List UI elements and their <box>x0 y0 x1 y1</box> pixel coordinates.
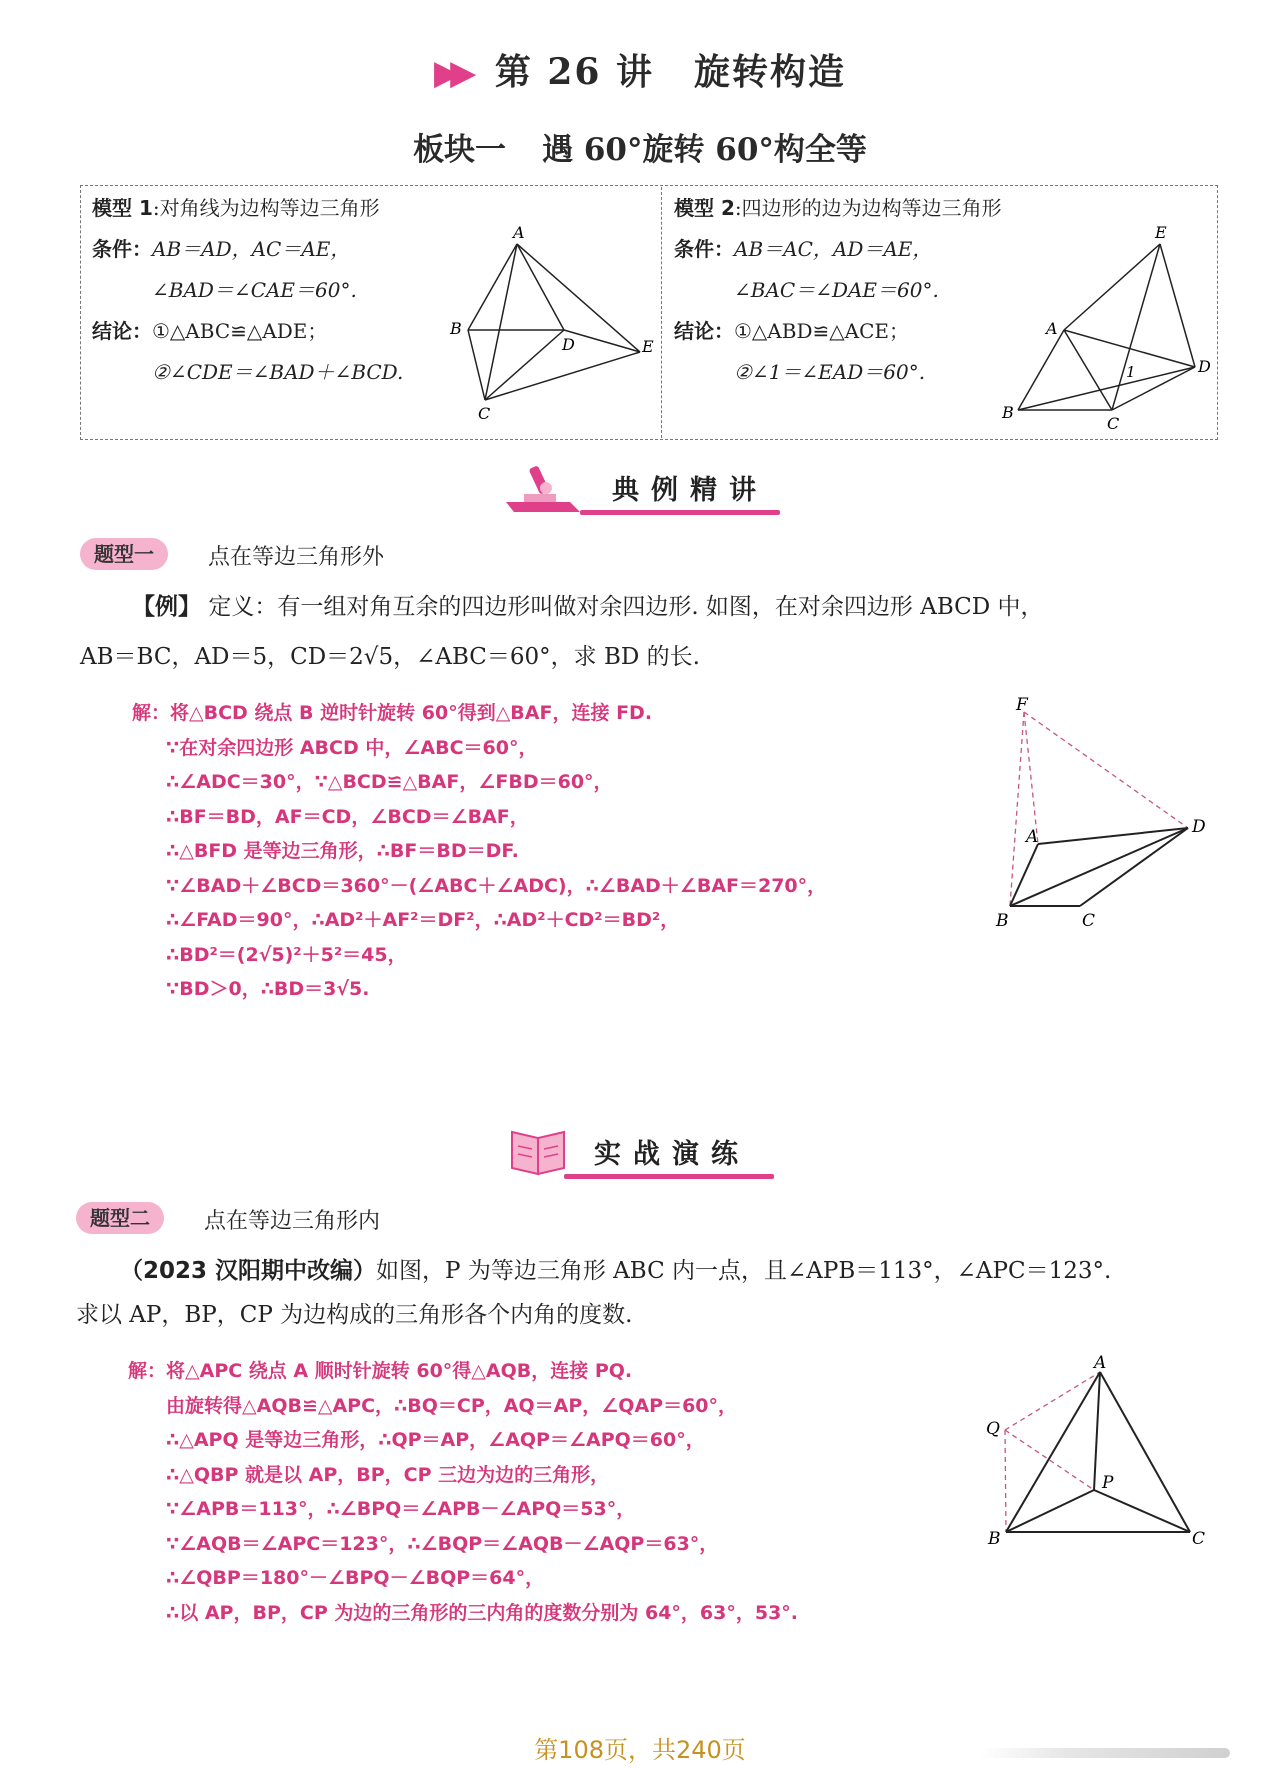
practice-line-2: 求以 AP，BP，CP 为边构成的三角形各个内角的度数. <box>76 1302 633 1328</box>
model-1-condition-1: 条件：AB＝AD，AC＝AE， <box>92 237 351 261</box>
solution-line: ∵∠AQB＝∠APC＝123°，∴∠BQP＝∠AQB－∠AQP＝63°， <box>166 1532 719 1555</box>
solution-line: ∴∠FAD＝90°，∴AD²＋AF²＝DF²，∴AD²＋CD²＝BD²， <box>166 909 680 931</box>
example-line-1 <box>80 582 1044 632</box>
lecture-number: 第 26 讲 <box>494 51 654 93</box>
solution-line: ∵BD＞0，∴BD＝3√5. <box>166 978 370 1000</box>
fig2-label-b: B <box>1002 403 1014 422</box>
solution-line: ∴△APQ 是等边三角形，∴QP＝AP，∠AQP＝∠APQ＝60°， <box>166 1429 705 1451</box>
solution-line: ∴BF＝BD，AF＝CD，∠BCD＝∠BAF， <box>166 805 529 828</box>
solution-line: ∵∠BAD＋∠BCD＝360°－(∠ABC＋∠ADC)，∴∠BAD＋∠BAF＝270°， <box>166 874 827 897</box>
solution-line: ∴△BFD 是等边三角形，∴BF＝BD＝DF. <box>166 840 519 862</box>
microscope-icon <box>500 458 582 516</box>
fig4-label-p: P <box>1102 1473 1114 1493</box>
fig1-label-c: C <box>478 404 491 422</box>
fig1-label-b: B <box>450 319 462 338</box>
fig2-label-a: A <box>1046 319 1058 338</box>
example-text-1: 定义：有一组对角互余的四边形叫做对余四边形. 如图，在对余四边形 ABCD 中， <box>208 594 1044 620</box>
fig2-label-d: D <box>1198 357 1211 376</box>
solution-line: 解：将△APC 绕点 A 顺时针旋转 60°得△AQB，连接 PQ. <box>128 1360 633 1382</box>
type-1-title: 点在等边三角形外 <box>208 545 385 570</box>
solution-line: ∴∠QBP＝180°－∠BPQ－∠BQP＝64°， <box>166 1567 545 1589</box>
lecture-title <box>0 44 1280 95</box>
fig3-label-a: A <box>1026 827 1039 847</box>
type-1-badge: 题型一 <box>80 538 168 570</box>
section-label: 板块一 <box>413 132 507 168</box>
solution-line: ∴∠ADC＝30°，∵△BCD≌△BAF，∠FBD＝60°， <box>166 771 613 793</box>
type-2-title: 点在等边三角形内 <box>204 1209 381 1234</box>
solution-line: 解：将△BCD 绕点 B 逆时针旋转 60°得到△BAF，连接 FD. <box>132 702 653 724</box>
model-1-condition-2: ∠BAD＝∠CAE＝60°. <box>152 278 357 302</box>
fig1-label-d: D <box>562 335 575 354</box>
banner-practice-underline <box>564 1174 774 1179</box>
banner-examples-text: 典例精讲 <box>612 475 768 506</box>
section-title <box>0 124 1280 169</box>
model-2-desc: 四边形的边为边构等边三角形 <box>741 196 1002 220</box>
lecture-topic: 旋转构造 <box>694 51 847 93</box>
model-2-conclusion-1: 结论：①△ABD≌△ACE； <box>674 319 909 343</box>
solution-line: ∵∠APB＝113°，∴∠BPQ＝∠APB－∠APQ＝53°， <box>166 1498 636 1520</box>
fig3-label-d: D <box>1192 817 1206 837</box>
practice-source: （2023 汉阳期中改编） <box>120 1258 377 1284</box>
model-1-conclusion-2: ②∠CDE＝∠BAD＋∠BCD. <box>152 360 404 384</box>
model-1-heading: 模型 1:对角线为边构等边三角形 <box>92 196 380 220</box>
model-1-desc: 对角线为边构等边三角形 <box>159 196 380 220</box>
type-2-badge: 题型二 <box>76 1202 164 1234</box>
model-2-heading: 模型 2:四边形的边为边构等边三角形 <box>674 196 1002 220</box>
fig3-label-f: F <box>1016 696 1028 715</box>
practice-text-1: 如图，P 为等边三角形 ABC 内一点，且∠APB＝113°，∠APC＝123°. <box>376 1258 1112 1284</box>
banner-practice-text: 实战演练 <box>594 1139 750 1170</box>
fig4-label-a: A <box>1094 1354 1107 1373</box>
fig4-label-c: C <box>1192 1529 1206 1549</box>
example-tag: 【例】 <box>132 594 201 620</box>
banner-practice <box>508 1118 798 1182</box>
fig4-label-q: Q <box>986 1419 1000 1439</box>
fig2-label-c: C <box>1107 414 1120 432</box>
book-icon <box>508 1118 570 1180</box>
fig2-label-e: E <box>1155 223 1167 242</box>
model-2-condition-1: 条件：AB＝AC，AD＝AE， <box>674 237 933 261</box>
model-1-name: 模型 1 <box>92 196 153 220</box>
type-1-figure <box>990 696 1210 936</box>
banner-examples <box>500 458 790 522</box>
model-2-conclusion-2: ②∠1＝∠EAD＝60°. <box>734 360 926 384</box>
fig1-label-e: E <box>642 337 654 356</box>
fig2-label-angle-1: 1 <box>1126 363 1136 381</box>
solution-line: ∴BD²＝(2√5)²＋5²＝45， <box>166 943 407 966</box>
fig3-label-c: C <box>1082 911 1096 931</box>
model-2-text <box>674 188 1002 393</box>
model-2-condition-2: ∠BAC＝∠DAE＝60°. <box>734 278 939 302</box>
section-heading: 遇 60°旋转 60°构全等 <box>542 132 867 168</box>
example-line-2: AB＝BC，AD＝5，CD＝2√5，∠ABC＝60°，求 BD 的长. <box>80 644 700 670</box>
double-arrow-icon: ▶▶ <box>433 53 467 93</box>
solution-line: ∴△QBP 就是以 AP，BP，CP 三边为边的三角形， <box>166 1463 610 1486</box>
solution-line: ∴以 AP，BP，CP 为边的三角形的三内角的度数分别为 64°，63°，53°. <box>166 1601 799 1624</box>
page-counter: 第108页，共240页 <box>534 1736 746 1764</box>
model-divider <box>661 187 662 438</box>
practice-solution <box>128 1354 798 1630</box>
solution-line: ∵在对余四边形 ABCD 中，∠ABC＝60°， <box>166 736 538 759</box>
banner-examples-underline <box>580 510 780 515</box>
model-2-figure <box>1000 222 1215 432</box>
fig3-label-b: B <box>996 911 1009 931</box>
type-2-figure <box>980 1354 1215 1554</box>
solution-line: 由旋转得△AQB≌△APC，∴BQ＝CP，AQ＝AP，∠QAP＝60°， <box>166 1394 738 1417</box>
model-1-text <box>92 188 403 393</box>
model-1-figure <box>440 222 660 422</box>
example-solution <box>132 696 826 1007</box>
model-2-name: 模型 2 <box>674 196 735 220</box>
model-1-conclusion-1: 结论：①△ABC≌△ADE； <box>92 319 328 343</box>
practice-line-1 <box>76 1246 1111 1296</box>
fig4-label-b: B <box>988 1529 1001 1549</box>
fig1-label-a: A <box>513 223 525 242</box>
